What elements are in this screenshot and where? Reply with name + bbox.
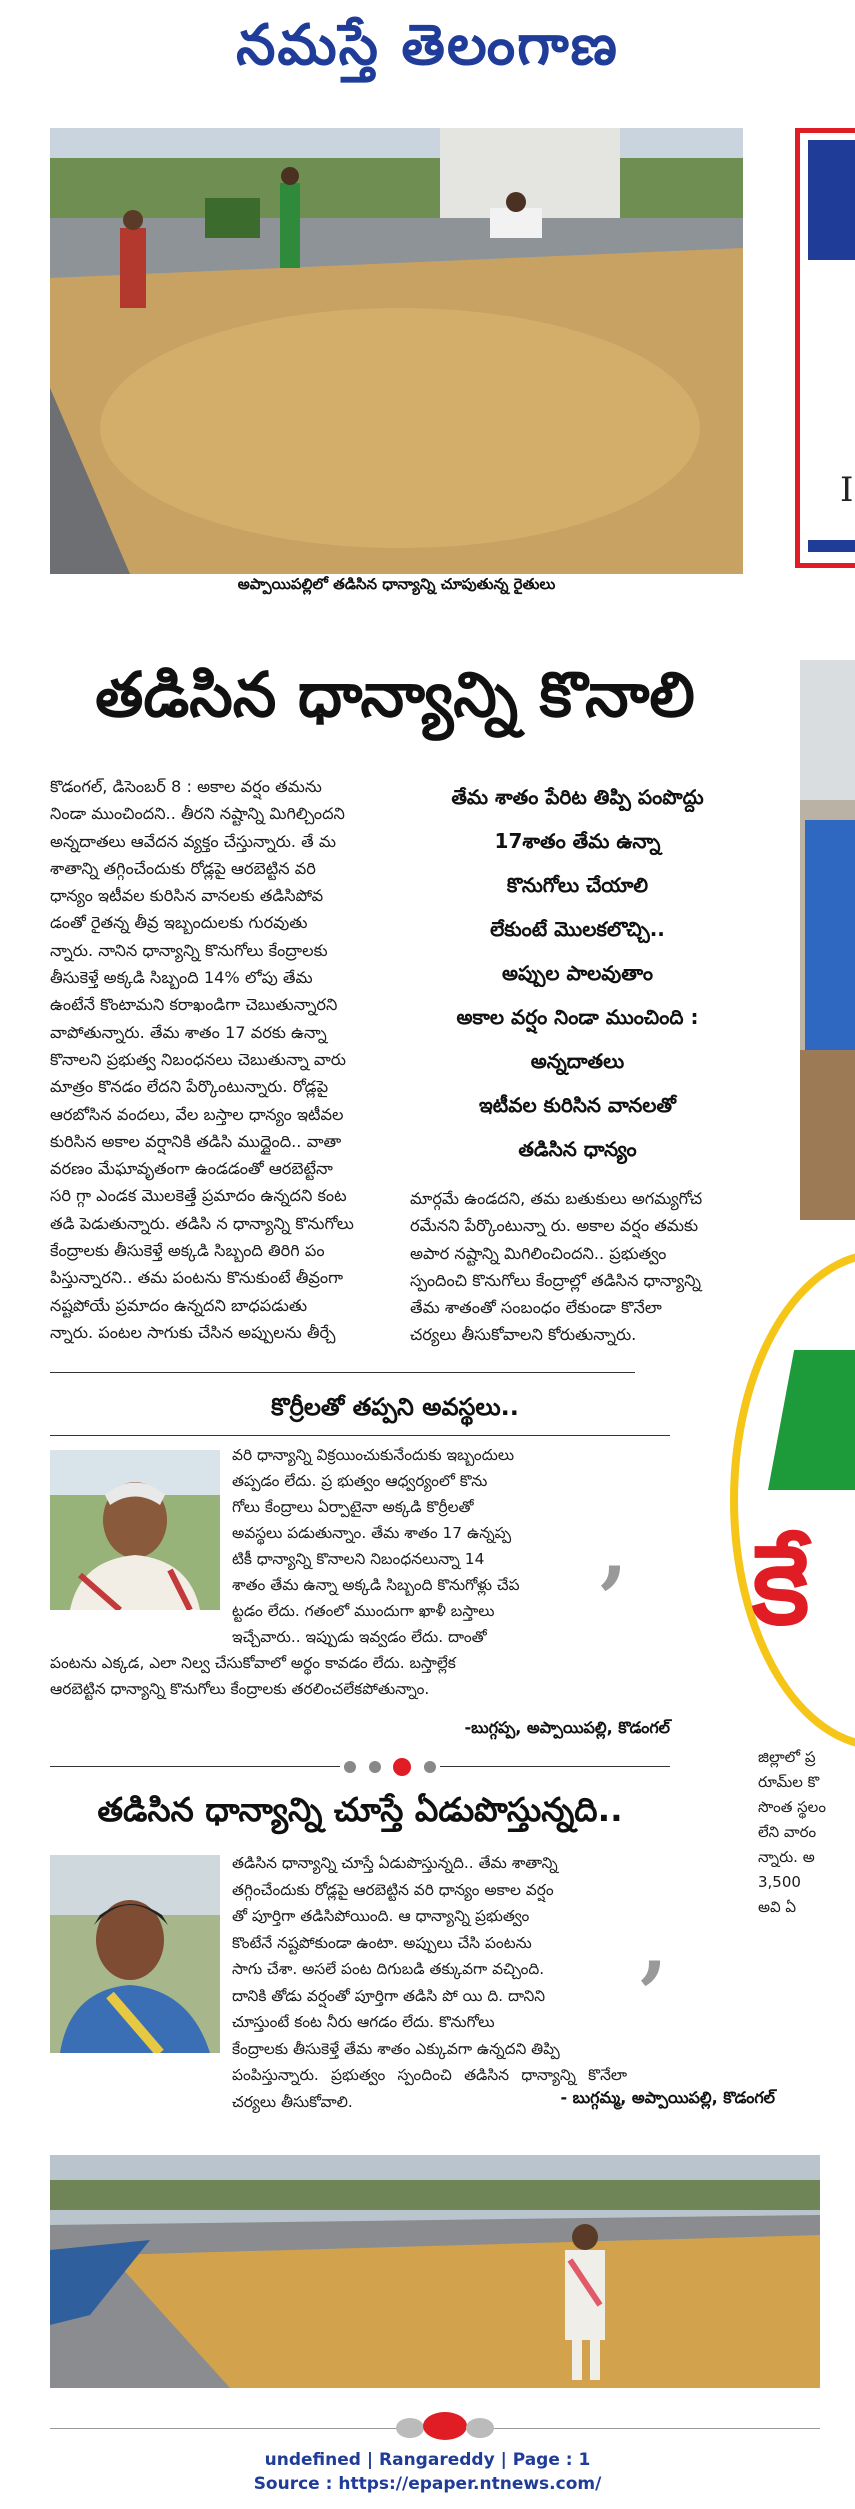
right-ad-big-letter: కే [752,1521,810,1649]
text-line: తడి పెడుతున్నారు. తడిసి న ధాన్యాన్ని కొనుగోలు [50,1213,354,1233]
text-line: డంతో రైతన్న తీవ్ర ఇబ్బందులకు గురవుతు [50,913,308,933]
box1-heading: కొర్రీలతో తప్పని అవస్థలు.. [271,1393,519,1421]
text-line: కొనాలని ప్రభుత్వ నిబంధనలు చెబుతున్నా వారు [50,1049,347,1069]
text-line: తడిసిన ధాన్యం [518,1137,637,1161]
text-line: అకాల వర్షం నిండా ముంచింది : [456,1005,699,1029]
text-line: కేంద్రాలకు తీసుకెళ్తే అక్కడి సిబ్బంది తిరిగి పం [50,1241,325,1261]
text-line: అవస్థలు పడుతున్నాం. తేమ శాతం 17 ఉన్నప్ప [232,1524,512,1542]
text-line: కొంటేనే నష్టపోకుండా ఉంటా. అప్పులు చేసి పంటను [232,1933,532,1952]
text-line: మాత్రం కొనడం లేదని పేర్కొంటున్నారు. రోడ్లపై [50,1077,329,1097]
right-photo-strip [800,660,855,1220]
footer-source-link[interactable]: Source : https://epaper.ntnews.com/ [253,2474,602,2494]
text-line: వరణం మేఘావృతంగా ఉండడంతో ఆరబెట్టేనా [50,1159,333,1179]
text-line: తప్పడం లేదు. ప్ర భుత్వం ఆధ్వర్యంలో కొను [232,1472,488,1490]
right-ad-blue-band [808,140,855,260]
text-line: అన్నదాతలు [530,1049,625,1073]
text-line: రూమ్‌ల కొ [758,1773,820,1791]
text-line: 17శాతం తేమ ఉన్నా [494,829,661,853]
text-line: ఇటీవల కురిసిన వానలతో [479,1093,676,1117]
divider-rule [50,1766,340,1767]
quote-icon: , [640,1898,668,1992]
divider-rule [50,1372,635,1373]
text-line: తేమ శాతంతో సంబంధం లేకుండా కొనేలా [410,1298,662,1318]
farmer-portrait-1 [50,1450,220,1610]
text-line: అన్నదాతలు ఆవేదన వ్యక్తం చేస్తున్నారు. తే మ [50,831,337,851]
top-photo-caption: అప్పాయిపల్లిలో తడిసిన ధాన్యాన్ని చూపుతున్న రైతులు [237,575,556,593]
text-line: న్నారు. అ [758,1848,815,1866]
text-line: ట్టడం లేదు. గతంలో ముందుగా ఖాళీ బస్తాలు [232,1602,495,1620]
text-line: న్నారు. పంటల సాగుకు చేసిన అప్పులను తీర్చే [50,1322,336,1342]
text-line: శాతాన్ని తగ్గించేందుకు రోడ్లపై ఆరబెట్టిన వరి [50,858,316,878]
text-line: సాగు చేశా. అసలే పంట దిగుబడి తక్కువగా వచ్చింది. [232,1960,545,1978]
text-line: అపార నష్టాన్ని మిగిలించిందని.. ప్రభుత్వం [410,1243,667,1263]
text-line: లేని వారం [758,1823,817,1841]
text-line: నష్టపోయే ప్రమాదం ఉన్నదని బాధపడుతు [50,1295,308,1315]
text-line: జిల్లాలో ప్ర [758,1748,816,1766]
text-line: పంటను ఎక్కడ, ఎలా నిల్వ చేసుకోవాలో అర్థం కావడం లేదు. బస్తాల్లేక [50,1654,456,1672]
text-line: ఆరబోసిన వందలు, వేల బస్తాల ధాన్యం ఇటీవల [50,1104,344,1124]
text-line: శాతం తేమ ఉన్నా అక్కడి సిబ్బంది కొనుగోళ్లు చేప [232,1576,520,1594]
text-line: తడిసిన ధాన్యాన్ని చూస్తే ఏడుపొస్తున్నది.. తేమ శాతాన్ని [232,1854,558,1872]
text-line: ధాన్యం ఇటీవల కురిసిన వానలకు తడిసిపోవ [50,886,324,906]
text-line: 3,500 [758,1873,801,1891]
text-line: తీసుకెళ్తే అక్కడి సిబ్బంది 14% లోపు తేమ [50,968,313,988]
text-line: తో పూర్తిగా తడిసిపోయింది. ఆ ధాన్యాన్ని ప్రభుత్వం [232,1907,530,1925]
article-body-col2 [410,1185,745,1349]
text-line: మార్గమే ఉండదని, తమ బతుకులు అగమ్యగోచ [410,1189,703,1208]
text-line: ఇచ్చేవారు.. ఇప్పుడు ఇవ్వడం లేదు. దాంతో [232,1628,487,1646]
box2-body [232,1850,627,2115]
text-line: కొనుగోలు చేయాలి [506,873,649,897]
article-body-col1 [50,773,385,1346]
divider-rule [440,1766,670,1767]
article-headline: తడిసిన ధాన్యాన్ని కొనాలి [95,658,695,731]
text-line: వరి ధాన్యాన్ని విక్రయించుకునేందుకు ఇబ్బందులు [232,1446,515,1464]
text-line: అవి ఏ [758,1898,797,1916]
right-ad-blue-band-2 [808,540,855,552]
text-line: తేమ శాతం పేరిట తిప్పి పంపొద్దు [451,785,704,809]
farmer-portrait-2 [50,1855,220,2053]
box1-signature: -బుగ్గప్ప, అప్పాయిపల్లి, కొడంగల్ [464,1718,670,1737]
text-line: తగ్గించేందుకు రోడ్లపై ఆరబెట్టిన వరి ధాన్యం అకాల వర్షం [232,1880,554,1899]
text-line: కేంద్రాలకు తీసుకెళ్తే తేమ శాతం ఎక్కువగా ఉన్నదని తిప్పి [232,2039,560,2058]
box2-signature: - బుగ్గమ్మ, అప్పాయిపల్లి, కొడంగల్ [560,2088,775,2107]
text-line: న్నారు. నానిన ధాన్యాన్ని కొనుగోలు కేంద్రాలకు [50,940,328,960]
right-strip-text [758,1745,855,1920]
text-line: టికీ ధాన్యాన్ని కొనాలని నిబంధనలున్నా 14 [232,1550,485,1568]
text-line: వాపోతున్నారు. తేమ శాతం 17 వరకు ఉన్నా [50,1022,327,1042]
article-sidebar-heads [410,775,745,1171]
footer-edition: undefined | Rangareddy | Page : 1 [264,2450,591,2470]
box2-heading: తడిసిన ధాన్యాన్ని చూస్తే ఏడుపొస్తున్నది.. [97,1790,623,1829]
text-line: రమేనని పేర్కొంటున్నా రు. అకాల వర్షం తమకు [410,1216,699,1236]
text-line: పంపిస్తున్నారు. ప్రభుత్వం స్పందించి తడిసిన ధాన్యాన్ని కొనేలా చర్యలు తీసుకోవాలి. [232,2066,627,2111]
bottom-photo [50,2155,820,2388]
text-line: కొడంగల్, డిసెంబర్ 8 : అకాల వర్షం తమను [50,777,322,796]
text-line: గోలు కేంద్రాలు ఏర్పాటైనా అక్కడి కొర్రీలతో [232,1498,474,1516]
text-line: ఆరబెట్టిన ధాన్యాన్ని కొనుగోలు కేంద్రాలకు తరలించలేకపోతున్నాం. [50,1680,430,1698]
quote-icon: , [600,1503,628,1597]
text-line: దానికి తోడు వర్షంతో పూర్తిగా తడిసి పో యి ది. దానిని [232,1986,546,2005]
text-line: లేకుంటే మొలకలొచ్చి.. [490,917,665,941]
box1-body-full [50,1650,670,1702]
text-line: స్పందించి కొనుగోలు కేంద్రాల్లో తడిసిన ధాన్యాన్ని [410,1270,702,1290]
footer-dots [385,2412,505,2442]
right-ad-yellow-arc [730,1250,855,1750]
top-photo [50,128,743,574]
text-line: చూస్తుంటే కంట నీరు ఆగడం లేదు. కొనుగోలు [232,2013,495,2031]
separator-dots [330,1757,450,1777]
box1-body [232,1442,622,1650]
text-line: కురిసిన అకాల వర్షానికి తడిసి ముద్దైంది.. వాతా [50,1131,342,1151]
text-line: ఉంటేనే కొంటామని కరాఖండిగా చెబుతున్నారని [50,995,338,1015]
masthead-title: నమస్తే తెలంగాణ [236,12,619,78]
text-line: పిస్తున్నారని.. తమ పంటను కొనుకుంటే తీవ్రంగా [50,1268,344,1288]
text-line: నిండా ముంచిందని.. తీరని నష్టాన్ని మిగిల్చిందని [50,804,345,824]
text-line: చర్యలు తీసుకోవాలని కోరుతున్నారు. [410,1325,637,1345]
right-ad-letter: I [840,470,854,510]
divider-rule [50,1435,670,1436]
text-line: అప్పుల పాలవుతాం [501,961,654,985]
text-line: సరి గ్గా ఎండక మొలకెత్తే ప్రమాదం ఉన్నదని కంట [50,1186,347,1206]
text-line: సొంత స్థలం [758,1798,826,1816]
